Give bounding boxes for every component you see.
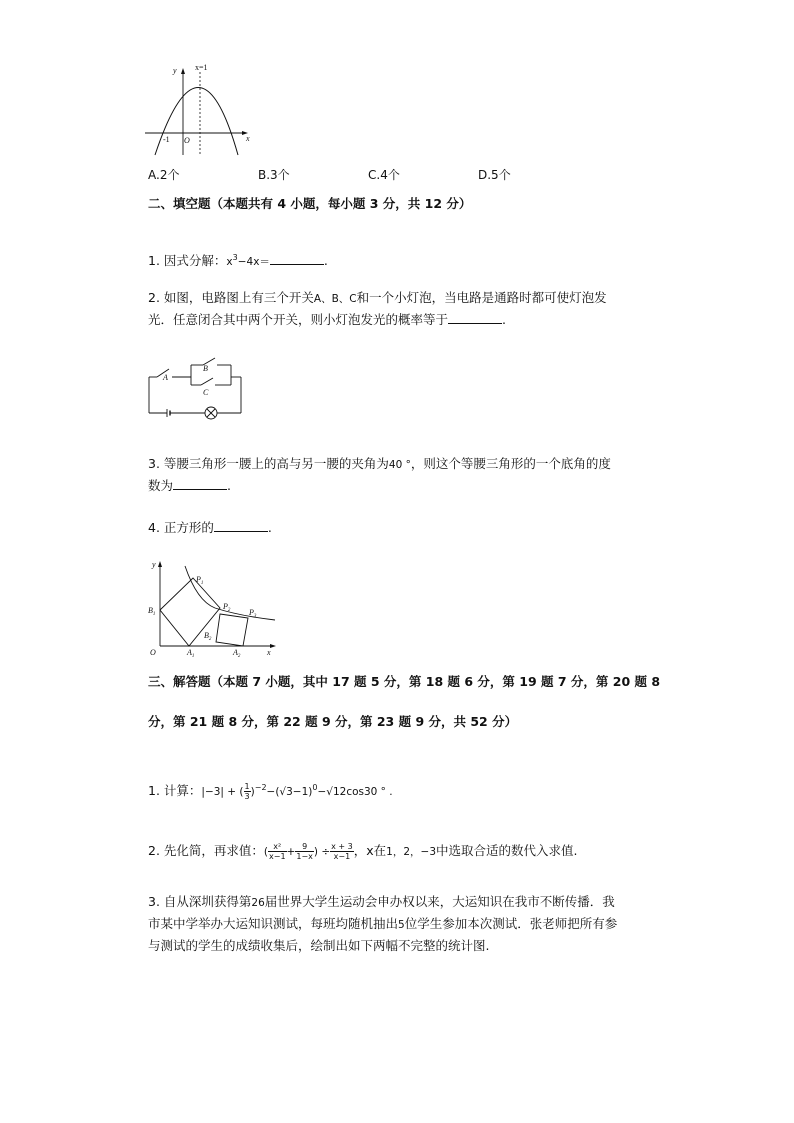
section3-title-line2: 分，第 21 题 8 分，第 22 题 9 分，第 23 题 9 分，共 52 分） (148, 714, 518, 729)
g2-p3: P (249, 608, 254, 617)
g2-a2-sub: 2 (237, 654, 241, 659)
graph1-origin-label: O (184, 136, 190, 145)
p2-f2-den: 1−x (296, 852, 313, 861)
g2-p2: P (223, 602, 228, 611)
g2-x-label: x (267, 648, 271, 657)
g2-y-label: y (152, 560, 156, 569)
option-c: C.4个 (368, 168, 400, 182)
q1-expr-a: x (226, 256, 233, 269)
svg-text:B2 (204, 631, 212, 642)
g2-b2: B (204, 631, 209, 640)
g2-b2-sub: 2 (208, 637, 212, 642)
g2-b1-sub: 1 (152, 612, 156, 617)
q2-line1-a: 2. 如图，电路图上有三个开关 (148, 290, 314, 305)
g2-o-label: O (150, 648, 156, 657)
svg-text:A1 (186, 648, 194, 659)
problem-3-line2 (148, 916, 617, 933)
q1-expr-b: −4x＝ (237, 256, 270, 269)
question-2-line1 (148, 290, 607, 307)
p2-plus: + (286, 846, 296, 858)
p3-line1-b: 届世界大学生运动会申办权以来，大运知识在我市不断传播．我 (264, 894, 615, 909)
p1-exp0: 0 (312, 783, 318, 792)
q2-line1-b: 和一个小灯泡，当电路是通路时都可使灯泡发 (356, 290, 607, 305)
option-a: A.2个 (148, 168, 180, 182)
parabola-graph (140, 60, 260, 160)
p2-f1-den: x−1 (269, 852, 286, 861)
p2-mid: ，x在 (353, 843, 387, 858)
p2-f3-num: x + 3 (331, 842, 353, 851)
g2-p1-sub: 1 (200, 581, 204, 586)
q3-line2: 数为 (148, 478, 174, 493)
q3-line1-a: 3. 等腰三角形一腰上的高与另一腰的夹角为 (148, 456, 389, 471)
q4-end: . (267, 520, 272, 535)
p2-tail: 中选取合适的数代入求值. (436, 843, 578, 858)
svg-text:A2 (232, 648, 241, 659)
problem-3-line3: 与测试的学生的成绩收集后，绘制出如下两幅不完整的统计图. (148, 938, 490, 953)
problem-3-line1 (148, 894, 615, 911)
p1-mid: −(√3−1) (266, 786, 313, 799)
question-1-factor (148, 250, 328, 270)
p1-tail: −√12cos30 ° . (317, 786, 393, 799)
g2-p1: P (196, 575, 201, 584)
g2-a1: A (187, 648, 192, 657)
q1-exp: 3 (232, 253, 238, 262)
g2-b1: B (148, 606, 153, 615)
section2-title: 二、填空题（本题共有 4 小题，每小题 3 分，共 12 分） (148, 196, 472, 211)
p2-frac1 (268, 842, 287, 861)
g2-a2: A (233, 648, 238, 657)
p3-line2-b: 位学生参加本次测试．张老师把所有参 (404, 916, 618, 931)
svg-text:B1 (148, 606, 155, 617)
graph1-y-label: y (173, 66, 177, 75)
p2-open: ( (263, 846, 269, 858)
question-4 (148, 520, 272, 536)
p3-five: 5 (398, 919, 405, 931)
circuit-label-b: B (203, 364, 208, 373)
g2-a1-sub: 1 (191, 654, 195, 659)
q1-end: . (323, 253, 328, 269)
graph1-x-label: x (246, 134, 250, 143)
question-3-line2 (148, 478, 231, 494)
p2-frac2 (295, 842, 314, 861)
problem-1-calc: 1. 计算：|−3| + ( $\frac{1}{3}$ )$^{-2}-(√3-1)^0-√12\cos 30$ ° . (148, 782, 393, 802)
p2-f1-num: x² (268, 842, 287, 852)
circuit-diagram (145, 355, 250, 420)
g2-p2-sub: 2 (227, 608, 231, 613)
question-2-line2 (148, 312, 506, 328)
squares-hyperbola-graph (145, 556, 280, 661)
q3-angle: 40 ° (388, 459, 411, 471)
question-3-line1 (148, 456, 611, 473)
option-d: D.5个 (478, 168, 511, 182)
p2-vals: 1，2，−3 (386, 846, 436, 858)
q4-answer-blank (214, 520, 268, 532)
p1-frac-num: 1 (244, 782, 250, 792)
q3-line1-b: ，则这个等腰三角形的一个底角的度 (410, 456, 611, 471)
p2-f3-den: x−1 (333, 852, 351, 861)
p2-prefix: 2. 先化简，再求值： (148, 843, 264, 858)
p1-fraction (244, 782, 251, 801)
q2-end: . (502, 312, 506, 327)
q3-end: . (227, 478, 231, 493)
graph1-xeq-label: x=1 (195, 63, 208, 72)
option-b: B.3个 (258, 168, 290, 182)
p2-frac3 (330, 842, 354, 861)
section3-title-line1: 三、解答题（本题 7 小题，其中 17 题 5 分，第 18 题 6 分，第 19 题 7 分，第 20 题 8 (148, 674, 661, 689)
p3-line2-a: 市某中学举办大运知识测试，每班均随机抽出 (148, 916, 399, 931)
p3-line1-a: 3. 自从深圳获得第 (148, 894, 252, 909)
g2-p3-sub: 3 (253, 614, 257, 619)
svg-text:P3 (248, 608, 257, 619)
circuit-label-c: C (203, 388, 209, 397)
q2-switches: A、B、C (313, 293, 357, 305)
q1-prefix: 1. 因式分解： (148, 253, 227, 269)
graph1-neg1-label: -1 (163, 135, 170, 144)
q2-line2: 光．任意闭合其中两个开关，则小灯泡发光的概率等于 (148, 312, 449, 327)
p1-exp1: −2 (254, 783, 267, 792)
p2-f2-num: 9 (295, 842, 314, 852)
q1-answer-blank (270, 253, 324, 265)
p1-frac-den: 3 (244, 792, 250, 802)
p1-abs: |−3| + ( (201, 786, 244, 799)
p3-num: 26 (251, 897, 265, 909)
p1-prefix: 1. 计算： (148, 783, 202, 799)
circuit-label-a: A (163, 373, 168, 382)
q4-text: 4. 正方形的 (148, 520, 214, 535)
p2-close: ) ÷ (313, 846, 331, 858)
q2-answer-blank (448, 312, 502, 324)
problem-2-simplify (148, 842, 577, 861)
q3-answer-blank (173, 478, 227, 490)
